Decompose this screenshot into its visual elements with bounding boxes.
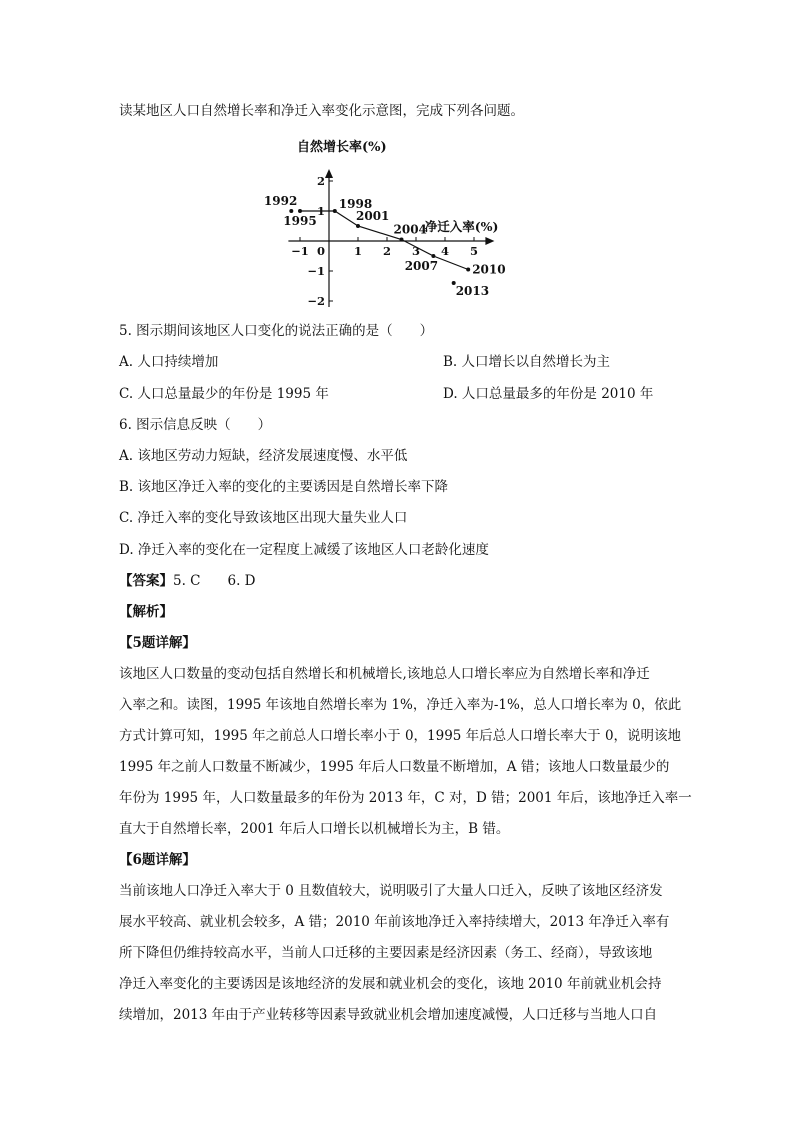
x-tick-label: 3 [411, 244, 421, 258]
detail5-line: 直大于自然增长率，2001 年后人口增长以机械增长为主，B 错。 [119, 821, 510, 837]
y-tick-label: −1 [307, 264, 325, 278]
q5-stem: 5. 图示期间该地区人口变化的说法正确的是（ ） [119, 323, 434, 339]
detail6-line: 展水平较高、就业机会较多，A 错；2010 年前该地净迁入率持续增大，2013 年净迁入率有 [119, 914, 670, 930]
x-tick-label: 4 [440, 244, 450, 258]
y-tick-label: 2 [316, 174, 325, 188]
answer-text: 5. C 6. D [173, 573, 256, 589]
detail5-line: 年份为 1995 年，人口数量最多的年份为 2013 年，C 对，D 错；2001 年后，该地净迁入率一 [119, 790, 692, 806]
point-label: 2013 [455, 284, 490, 298]
answer-tag: 【答案】 [119, 573, 173, 589]
point-label: 1998 [338, 197, 373, 211]
data-point [333, 209, 337, 213]
data-point [356, 224, 360, 228]
detail5-line: 该地区人口数量的变动包括自然增长和机械增长,该地总人口增长率应为自然增长率和净迁 [119, 666, 650, 682]
detail5-title: 【5题详解】 [119, 635, 196, 651]
detail6-line: 续增加，2013 年由于产业转移等因素导致就业机会增加速度减慢，人口迁移与当地人口自 [119, 1007, 658, 1023]
point-label: 1995 [283, 214, 317, 228]
q5-option-b: B. 人口增长以自然增长为主 [443, 354, 611, 370]
q5-option-c: C. 人口总量最少的年份是 1995 年 [119, 386, 329, 402]
q6-option-d: D. 净迁入率的变化在一定程度上减缓了该地区人口老龄化速度 [119, 542, 489, 558]
point-label: 2004 [393, 222, 427, 237]
data-point [298, 209, 302, 213]
detail5-line: 入率之和。读图，1995 年该地自然增长率为 1%，净迁入率为-1%，总人口增长率为 0，依此 [119, 697, 682, 713]
x-tick-label: 5 [469, 244, 479, 258]
point-label: 2007 [404, 259, 439, 273]
y-axis-arrow [325, 169, 333, 178]
origin-label: 0 [316, 244, 325, 258]
x-axis-arrow [485, 237, 494, 245]
detail6-line: 净迁入率变化的主要诱因是该地经济的发展和就业机会的变化，该地 2010 年前就业机会持 [119, 976, 662, 992]
y-tick-label: −2 [307, 294, 325, 308]
data-point [431, 254, 435, 258]
y-tick-label: 1 [316, 204, 325, 218]
data-point [289, 209, 293, 213]
q5-option-d: D. 人口总量最多的年份是 2010 年 [443, 386, 654, 402]
x-tick-label: 1 [353, 244, 363, 258]
chart-ylabel: 自然增长率(%) [297, 140, 387, 155]
q6-option-a: A. 该地区劳动力短缺，经济发展速度慢、水平低 [119, 448, 408, 464]
answer-line [119, 572, 256, 590]
detail5-line: 1995 年之前人口数量不断减少，1995 年后人口数量不断增加，A 错；该地人口数量最少的 [119, 759, 670, 775]
q6-stem: 6. 图示信息反映（ ） [119, 417, 272, 433]
x-tick-label: −1 [291, 244, 309, 258]
point-label: 2010 [472, 262, 506, 277]
q6-option-c: C. 净迁入率的变化导致该地区出现大量失业人口 [119, 510, 408, 526]
detail6-title: 【6题详解】 [119, 852, 196, 868]
data-point [400, 238, 404, 242]
point-label: 2001 [356, 209, 390, 223]
analysis-title: 【解析】 [119, 604, 173, 620]
x-tick-label: 2 [382, 244, 392, 258]
detail6-line: 所下降但仍维持较高水平，当前人口迁移的主要因素是经济因素（务工、经商），导致该地 [119, 945, 653, 961]
point-label: 1992 [263, 194, 298, 208]
population-chart [263, 134, 530, 312]
detail6-line: 当前该地人口净迁入率大于 0 且数值较大，说明吸引了大量人口迁入，反映了该地区经济发 [119, 883, 663, 899]
q6-option-b: B. 该地区净迁入率的变化的主要诱因是自然增长率下降 [119, 479, 449, 495]
detail5-line: 方式计算可知，1995 年之前总人口增长率小于 0，1995 年后总人口增长率大于 0，说明该地 [119, 728, 682, 744]
data-point [466, 268, 470, 272]
q5-option-a: A. 人口持续增加 [119, 354, 219, 370]
intro-text: 读某地区人口自然增长率和净迁入率变化示意图，完成下列各问题。 [119, 103, 524, 119]
chart-xlabel: 净迁入率(%) [424, 219, 499, 234]
